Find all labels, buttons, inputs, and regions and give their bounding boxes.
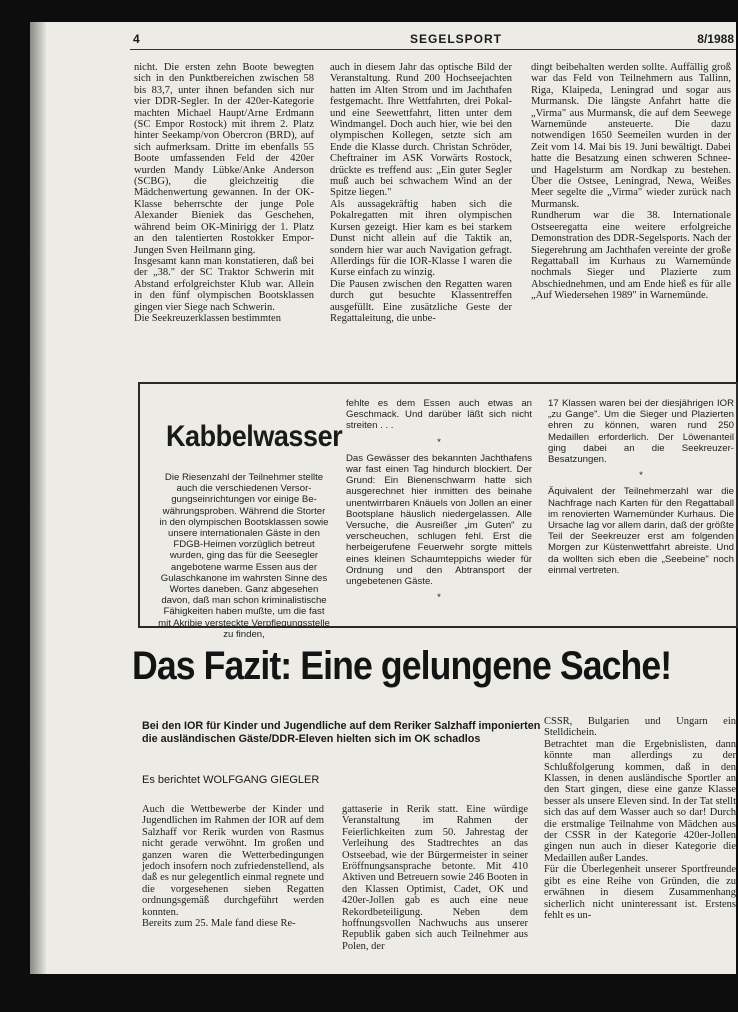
top-article-column-1 — [134, 62, 314, 384]
kabbelwasser-title: Kabbelwasser — [166, 420, 343, 453]
paragraph: Äquivalent der Teilnehmerzahl war die Nachfrage nach Karten für den Regattaball im renovierten Warnemünder Kurhaus. Die Ursache lag vor allem darin, daß der größte Teil der Seekreuzer erst am folgenden Morgen zur Küstenwettfahrt abreiste. Und da wollten sich eben die „Seebeine" noch einmal vertreten. — [548, 486, 734, 576]
main-article-column-3 — [544, 716, 736, 964]
paragraph: Als aussagekräftig haben sich die Pokalregatten mit ihren olympischen Kursen gezeigt. Hier kam es bei starkem Dunst nicht allein auf die Taktik an, sondern hier war auch Navigation gefragt. Allerdings für die IOR-Klasse I waren die Kurse einfach zu winzig. — [330, 198, 512, 279]
paragraph: Das Gewässer des bekannten Jachthafens war fast einen Tag hindurch blockiert. Der Grund: Ein Bienenschwarm hatte sich ausgerechnet hier inmitten des beinahe unentwirrbaren Knäuels von Jollen an einer Bootsplane häuslich niedergelassen. Alle Versuche, die Ausreißer „im Guten" zu verscheuchen, schlugen fehl. Erst die herbeigerufene Feuerwehr sorgte mittels eines kleinen Schaumteppichs wieder für Ordnung und den Abtransport der ungebetenen Gäste. — [346, 452, 532, 588]
magazine-title: SEGELSPORT — [410, 32, 503, 46]
page-number: 4 — [133, 32, 140, 46]
paragraph: dingt beibehalten werden sollte. Auffällig groß war das Feld von Teilnehmern aus Tallinn, Riga, Klaipeda, Leningrad und sogar aus Murmansk. Die längste Anfahrt hatte die „Virma" aus Murmansk, die auf dem Seewege Warnemünde ansteuerte. Die dazu notwendigen 1650 Seemeilen wurden in der Zeit vom 14. Mai bis 19. Juni bewältigt. Dabei hatte die Besatzung einen schweren Schnee- und Hagelsturm am Nordkap zu bestehen. Über die Ostsee, Leningrad, Newa, Weißes Meer segelte die „Virma" wieder zurück nach Murmansk. — [531, 62, 731, 210]
paragraph: Die Seekreuzerklassen bestimmten — [134, 312, 281, 324]
paragraph: 17 Klassen waren bei der diesjährigen IOR „zu Gange". Um die Sieger und Plazierten ehren zu können, waren rund 250 Medaillen erforderlich. Der Löwenanteil ging dabei an die Seekreuzer-Besatzungen. — [548, 398, 734, 466]
top-article-column-3 — [531, 62, 731, 384]
paragraph: Für die Überlegenheit unserer Sportfreunde gibt es eine Reihe von Gründen, die zu erwähnen in diesem Zusammenhang sicherlich nicht uninteressant ist. Erstens fehlt es un- — [544, 864, 736, 921]
main-article-column-1 — [142, 804, 324, 964]
separator-star: * — [639, 470, 643, 482]
paragraph: Insgesamt kann man konstatieren, daß bei der „38." der SC Traktor Schwerin mit Abstand erfolgreichster Klub war. Allein in den fünf olympischen Bootsklassen gingen vier Siege nach Schwerin. — [134, 255, 314, 313]
header-rule — [130, 49, 736, 50]
paragraph: auch in diesem Jahr das optische Bild der Veranstaltung. Rund 200 Hochseejachten hatten im Alten Strom und im Jachthafen festgemacht. Ihre Wettfahrten, drei Pokal- und eine Seewettfahrt, litten unter dem Windmangel. Doch auch hier, wie bei den olympischen Kollegen, setzte sich am Ende die Klasse durch. Christan Schröder, Cheftrainer im ASK Vorwärts Rostock, drückte es treffend aus: „Ein guter Segler muß auch bei schwachem Wind an der Spitze liegen." — [330, 62, 512, 199]
article-lead: Bei den IOR für Kinder und Jugendliche auf dem Reriker Salzhaff imponierten die ausländischen Gäste/DDR-Eleven hielten sich im OK schadlos — [142, 720, 541, 745]
byline: Es berichtet WOLFGANG GIEGLER — [142, 774, 320, 786]
paragraph: Rundherum war die 38. Internationale Ostseeregatta eine weitere erfolgreiche Demonstration des DDR-Segelsports. Nach der Siegerehrung am Jachthafen vereinte der große Regattaball im Kurhaus zu Warnemünde nochmals Sieger und Plazierte zum Abschiednehmen, und am Ende hieß es für alle „Auf Wiedersehen 1989" in Warnemünde. — [531, 210, 731, 302]
paragraph: Die Pausen zwischen den Regatten waren durch gut besuchte Klassentreffen ausgefüllt. Eine zusätzliche Geste der Regattaleitung, die unbe- — [330, 278, 512, 324]
magazine-page — [30, 22, 736, 974]
top-article-column-2 — [330, 62, 512, 384]
kabbelwasser-column-2 — [346, 398, 532, 626]
paragraph: Bereits zum 25. Male fand diese Re- — [142, 918, 296, 930]
issue-number: 8/1988 — [697, 32, 734, 46]
paragraph: Auch die Wettbewerbe der Kinder und Jugendlichen im Rahmen der IOR auf dem Salzhaff vor Rerik wurden von Rasmus nicht gerade verwöhnt. Im großen und ganzen waren die Wetterbedingungen jedoch insofern noch zufriedenstellend, als daß es nur gelegentlich einmal regnete und die vorgesehenen sieben Regatten ordnungsgemäß durchgeführt werden konnten. — [142, 804, 324, 918]
paragraph: gattaserie in Rerik statt. Eine würdige Veranstaltung im Rahmen der Feierlichkeiten zum 50. Jahrestag der Verleihung des Stadtrechtes an das Ostseebad, wie der Bürgermeister in seiner Eröffnungsansprache betonte. Mit 410 Aktiven und Betreuern sowie 246 Booten in den Klassen Optimist, Cadet, OK und 420er-Jollen gab es auch eine neue Rekordbeteiligung. Neben dem hoffnungsvollen Nachwuchs aus unserer Republik gaben sich auch Teilnehmer aus Polen, der — [342, 804, 528, 952]
book-binding — [30, 22, 46, 974]
main-article-column-2 — [342, 804, 528, 964]
separator-star: * — [437, 592, 441, 604]
main-headline: Das Fazit: Eine gelungene Sache! — [132, 644, 672, 688]
kabbelwasser-column-1: Die Riesenzahl der Teilnehmer stellte auch die verschiedenen Versorgungseinrichtungen vor einige Bewährungsproben. Während die Storter in den olympischen Bootsklassen sowie unsere internationalen Gäste in den FDGB-Heimen vorzüglich betreut wurden, ging das für die Seesegler angebotene warme Essen aus der Gulaschkanone im wahrsten Sinne des Wortes daneben. Ganz abgesehen davon, daß man schon kriminalistische Fähigkeiten haben mußte, um die fast mit Akribie versteckte Verpflegungsstelle zu finden, — [158, 472, 330, 640]
paragraph: CSSR, Bulgarien und Ungarn ein Stelldichein. — [544, 716, 736, 739]
paragraph: fehlte es dem Essen auch etwas an Geschmack. Und darüber läßt sich nicht streiten . . . — [346, 398, 532, 432]
kabbelwasser-column-3 — [548, 398, 734, 626]
paragraph: Betrachtet man die Ergebnislisten, dann könnte man allerdings zu der Schlußfolgerung kommen, daß in den Klassen, in denen ausländische Sportler an den Start gingen, diese eine ganze Klasse besser als unsere Eleven sind. In der Tat stellt sich das auf dem Wasser auch so dar! Durch die erstmalige Teilnahme von Mädchen aus der CSSR in der Kategorie 420er-Jollen gingen nun auch in dieser Kategorie die Medaillen außer Landes. — [544, 738, 736, 864]
separator-star: * — [437, 436, 441, 448]
paragraph: nicht. Die ersten zehn Boote bewegten sich in den Punktbereichen zwischen 58 bis 83,7, unter ihnen befanden sich nur vier DDR-Segler. In der 420er-Kategorie machten Michael Haupt/Arne Erdmann (SC Empor Rostock) mit ihrem 2. Platz hinter Seekamp/von Obercron (BRD), auf sich aufmerksam. Dritte im ebenfalls 55 Boote umfassenden Feld der 420er wurden Mandy Lübke/Anke Anderson (SCBG), die gleichzeitig die Mädchenwertung gewannen. In der OK-Klasse beherrschte der junge Pole Alexander Bieniek das Geschehen, während beim OK-Minirigg der 1. Platz an den talentierten Rostokker Empor-Jungen Sven Heilmann ging. — [134, 62, 314, 256]
